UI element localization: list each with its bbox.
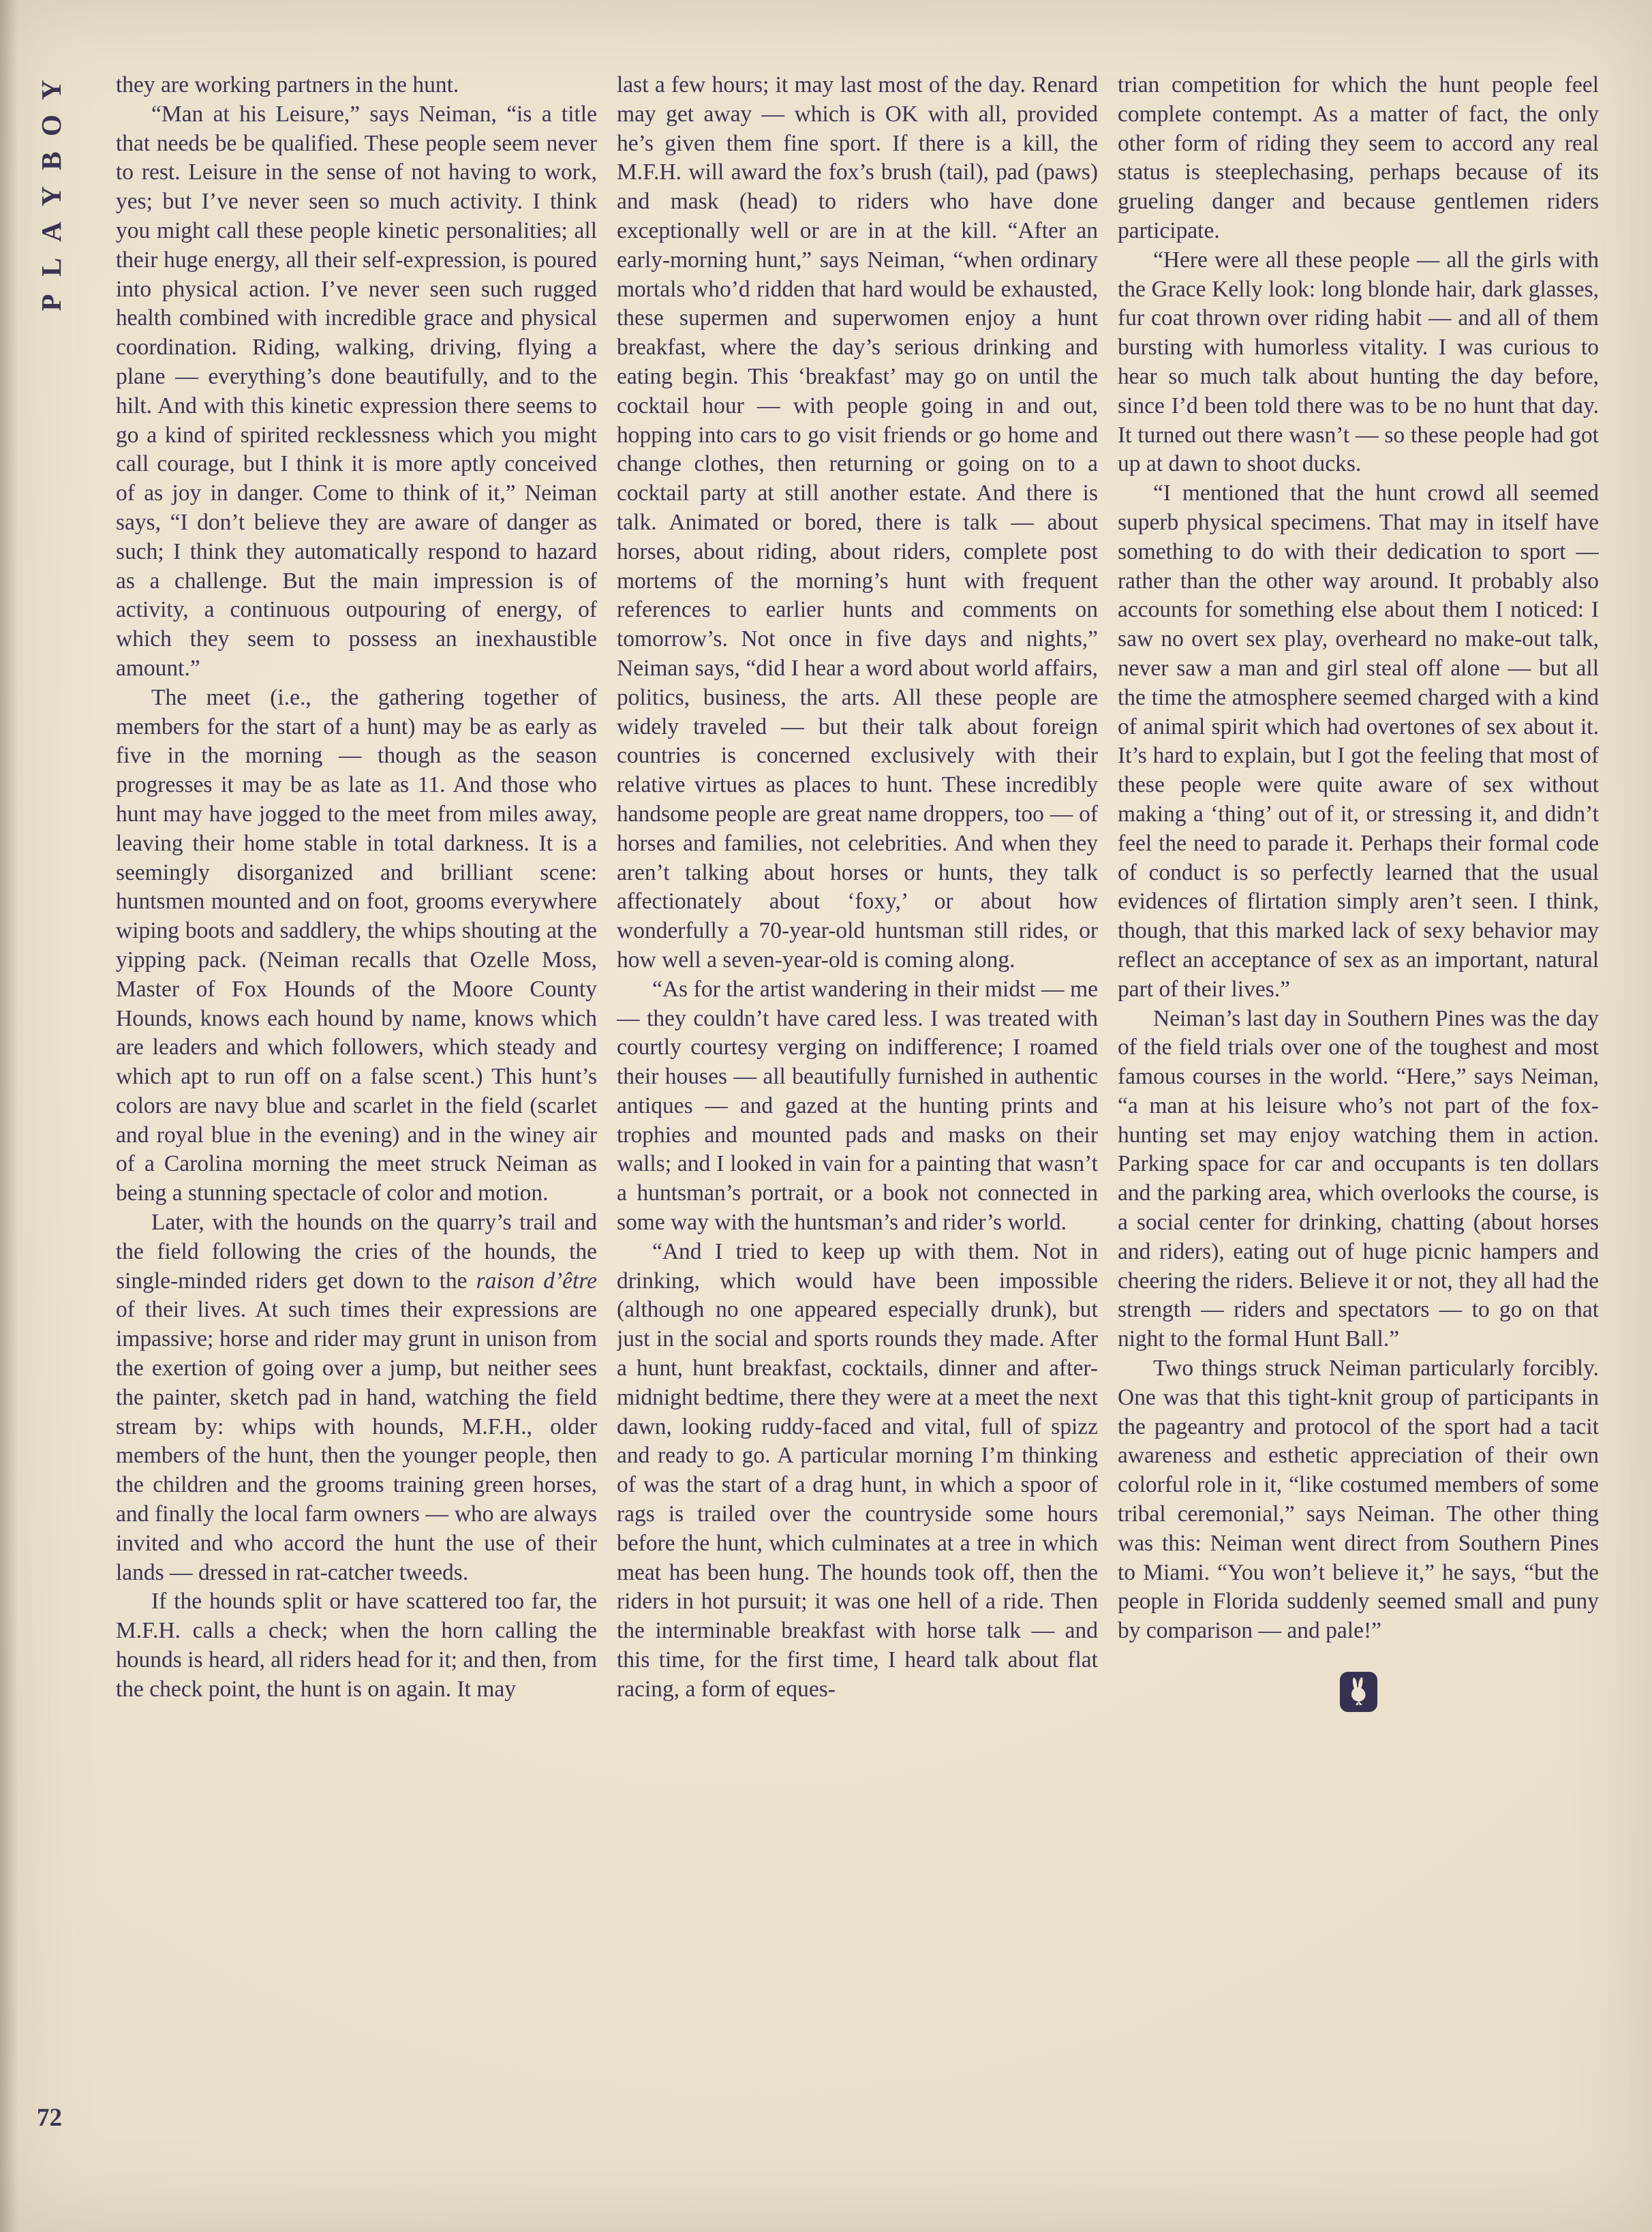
text-run: If the hounds split or have scattered too far, the M.F.H. calls a check; when the horn calling the hounds is heard, all riders head for it; and then, from the check point, the hunt is on again. It may (116, 1589, 597, 1702)
paragraph (1118, 479, 1599, 1004)
text-run: “Man at his Leisure,” says Neiman, “is a title that needs be be qualified. These people seem never to rest. Leisure in the sense of not having to work, yes; but I’ve never seen so much activity. I think you might call these people kinetic personalities; all their huge energy, all their self-expression, is poured into physical action. I’ve never seen such rugged health combined with incredible grace and physical coordination. Riding, walking, driving, flying a plane — everything’s done beautifully, and to the hilt. And with this kinetic expression there seems to go a kind of spirited recklessness which you might call courage, but I think it is more aptly conceived of as joy in danger. Come to think of it,” Neiman says, “I don’t believe they are aware of danger as such; I think they automatically respond to hazard as a challenge. But the main impression is of activity, a continuous outpouring of energy, of which they seem to possess an inexhaustible amount.” (116, 101, 597, 681)
spine-letter: Y (35, 80, 67, 100)
page-number: 72 (37, 2104, 62, 2132)
paragraph (116, 71, 597, 100)
paragraph (116, 1587, 597, 1704)
magazine-spine-text (34, 72, 68, 320)
playboy-bunny-icon (1345, 1677, 1372, 1708)
spine-letter: P (35, 294, 67, 311)
text-run: Later, with the hounds on the quarry’s trail and the field following the cries of the hounds, the single-minded riders get down to the (116, 1210, 597, 1294)
page-edge-shadow (0, 0, 18, 2232)
paragraph (1118, 1005, 1599, 1355)
text-run: trian competition for which the hunt people feel complete contempt. As a matter of fact, the only other form of riding they seem to accord any real status is steeplechasing, perhaps because of its grueling danger and because gentlemen riders participate. (1118, 72, 1599, 243)
text-run: “And I tried to keep up with them. Not in drinking, which would have been impossible (although no one appeared especially drunk), but just in the social and sports rounds they made. After a hunt, hunt breakfast, cocktails, dinner and after-midnight bedtime, there they were at a meet the next dawn, looking ruddy-faced and vital, full of spizz and ready to go. A particular morning I’m thinking of was the start of a drag hunt, in which a spoor of rags is trailed over the countryside some hours before the hunt, which culminates at a tree in which meat has been hung. The hounds took off, then the riders in hot pursuit; it was one hell of a ride. Then the interminable breakfast with horse talk — and this time, for the first time, I heard talk about flat racing, a form of eques- (617, 1238, 1098, 1702)
paragraph (617, 975, 1098, 1238)
article-column-1 (116, 71, 597, 2173)
paragraph (1118, 71, 1599, 246)
text-run: “Here were all these people — all the girls with the Grace Kelly look: long blonde hair, dark glasses, fur coat thrown over riding habit — and all of them bursting with humorless vitality. I was curious to hear so much talk about hunting the day before, since I’d been told there was to be no hunt that day. It turned out there wasn’t — so these people had got up at dawn to shoot ducks. (1118, 247, 1599, 477)
spine-letter: A (35, 221, 67, 242)
text-run: Two things struck Neiman particularly forcibly. One was that this tight-knit group of participants in the pageantry and protocol of the sport had a tacit awareness and esthetic appreciation of their own colorful role in it, “like costumed members of some tribal ceremonial,” says Neiman. The other thing was this: Neiman went direct from Southern Pines to Miami. “You won’t believe it,” he says, “but the people in Florida suddenly seemed small and puny by comparison — and pale!” (1118, 1356, 1599, 1644)
text-run: “As for the artist wandering in their midst — me — they couldn’t have cared less. I was treated with courtly courtesy verging on indifference; I roamed their houses — all beautifully furnished in authentic antiques — and gazed at the hunting prints and trophies and mounted pads and masks on their walls; and I looked in vain for a painting that wasn’t a huntsman’s portrait, or a book not connected in some way with the huntsman’s and rider’s world. (617, 976, 1098, 1236)
paragraph (1118, 246, 1599, 479)
paragraph (116, 1208, 597, 1587)
article-column-2 (617, 71, 1098, 2173)
text-run: of their lives. At such times their expressions are impassive; horse and rider may grunt in unison from the exertion of going over a jump, but neither sees the painter, sketch pad in hand, watching the field stream by: whips with hounds, M.F.H., older members of the hunt, then the younger people, then the children and the grooms training green horses, and finally the local farm owners — who are always invited and who accord the hunt the use of their lands — dressed in rat-catcher tweeds. (116, 1297, 597, 1585)
text-run: “I mentioned that the hunt crowd all seemed superb physical specimens. That may in itself have something to do with their dedication to sport — rather than the other way around. It probably also accounts for something else about them I noticed: I saw no overt sex play, overheard no make-out talk, never saw a man and girl steal off alone — but all the time the atmosphere seemed charged with a kind of animal spirit which had overtones of sex about it. It’s hard to explain, but I got the feeling that most of these people were quite aware of sex without making a ‘thing’ out of it, or stressing it, and didn’t feel the need to parade it. Perhaps their formal code of conduct is so perfectly learned that the usual evidences of flirtation simply aren’t seen. I think, though, that this marked lack of sexy behavior may reflect an acceptance of sex as an important, natural part of their lives.” (1118, 480, 1599, 1002)
paragraph (116, 684, 597, 1208)
spine-letter: L (35, 258, 67, 277)
paragraph (617, 1238, 1098, 1704)
text-run: The meet (i.e., the gathering together of members for the start of a hunt) may be as early as five in the morning — though as the season progresses it may be as late as 11. And those who hunt may have jogged to the meet from miles away, leaving their home stable in total darkness. It is a seemingly disorganized and brilliant scene: huntsmen mounted and on foot, grooms everywhere wiping boots and saddlery, the whips shouting at the yipping pack. (Neiman recalls that Ozelle Moss, Master of Fox Hounds of the Moore County Hounds, knows each hound by name, knows which are leaders and which followers, which steady and which apt to run off on a false scent.) This hunt’s colors are navy blue and scarlet in the field (scarlet and royal blue in the evening) and in the winey air of a Carolina morning the meet struck Neiman as being a stunning spectacle of color and motion. (116, 684, 597, 1206)
article-column-3 (1118, 71, 1599, 2173)
playboy-bunny-logo (1340, 1672, 1377, 1712)
text-run: they are working partners in the hunt. (116, 72, 459, 97)
paragraph (1118, 1354, 1599, 1646)
spine-letter: O (35, 114, 67, 136)
spine-letter: B (35, 151, 67, 170)
article-body (116, 71, 1599, 2173)
text-run: last a few hours; it may last most of the day. Renard may get away — which is OK with all, provided he’s given them fine sport. If there is a kill, the M.F.H. will award the fox’s brush (tail), pad (paws) and mask (head) to riders who have done exceptionally well or are in at the kill. “After an early-morning hunt,” says Neiman, “when ordinary mortals who’d ridden that hard would be exhausted, these supermen and superwomen enjoy a hunt breakfast, where the day’s serious drinking and eating begin. This ‘breakfast’ may go on until the cocktail hour — with people going in and out, hopping into cars to go visit friends or go home and change clothes, then returning or going on to a cocktail party at still another estate. And there is talk. Animated or bored, there is talk — about horses, about riding, about riders, complete post mortems of the morning’s hunt with frequent references to earlier hunts and comments on tomorrow’s. Not once in five days and nights,” Neiman says, “did I hear a word about world affairs, politics, business, the arts. All these people are widely traveled — but their talk about foreign countries is concerned exclusively with their relative virtues as places to hunt. These incredibly handsome people are great name droppers, too — of horses and families, not celebrities. And when they aren’t talking about horses or hunts, they talk affectionately about ‘foxy,’ or about how wonderfully a 70-year-old huntsman still rides, or how well a seven-year-old is coming along. (617, 72, 1098, 973)
spine-letter: Y (35, 186, 67, 207)
paragraph (617, 71, 1098, 975)
italic-text-run: raison d’être (476, 1268, 597, 1294)
paragraph (116, 100, 597, 684)
text-run: Neiman’s last day in Southern Pines was the day of the field trials over one of the toughest and most famous courses in the world. “Here,” says Neiman, “a man at his leisure who’s not part of the fox-hunting set may enjoy watching them in action. Parking space for car and occupants is ten dollars and the parking area, which overlooks the course, is a social center for drinking, chatting (about horses and riders), eating out of huge picnic hampers and cheering the riders. Believe it or not, they all had the strength — riders and spectators — to go on that night to the formal Hunt Ball.” (1118, 1005, 1599, 1352)
